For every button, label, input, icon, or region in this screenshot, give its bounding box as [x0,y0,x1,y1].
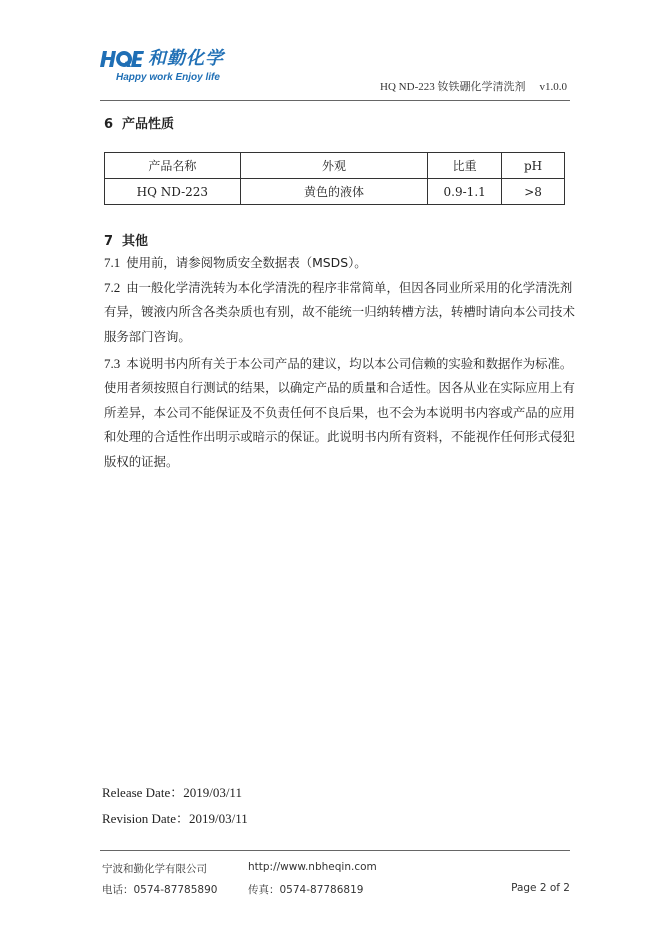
footer-phone: 电话：0574-87785890 [102,884,218,896]
table-header-cell: pH [502,153,565,179]
paragraph-7-3 [104,352,576,474]
document-title: HQ ND-223 钕铁硼化学清洗剂 [380,81,526,93]
table-cell: 黄色的液体 [240,179,428,205]
hqe-logo-mark-icon [100,49,144,69]
product-properties-table [104,152,565,205]
section-7-title: 其他 [122,234,149,249]
paragraph-7-2 [104,276,576,349]
paragraph-text: 本说明书内所有关于本公司产品的建议，均以本公司信赖的实验和数据作为标准。使用者须按照自行测试的结果，以确定产品的质量和合适性。因各从业在实际应用上有所差异，本公司不能保证及不负责任何不良后果，也不会为本说明书内容或产品的应用和处理的合适性作出明示或暗示的保证。此说明书内所有资料，不能视作任何形式侵犯版权的证据。 [104,356,575,469]
section-6-heading [104,113,174,132]
footer-page-number: Page 2 of 2 [511,882,570,894]
section-7-number: 7 [104,234,114,249]
section-7-heading [104,230,148,249]
logo-chinese-name: 和勤化学 [148,48,224,69]
table-cell: 0.9-1.1 [428,179,502,205]
paragraph-number: 7.2 [104,280,121,295]
document-header [380,78,567,94]
revision-date: Revision Date：2019/03/11 [102,811,248,826]
table-header-cell: 产品名称 [105,153,241,179]
release-date: Release Date：2019/03/11 [102,785,242,800]
table-header-cell: 比重 [428,153,502,179]
footer-website[interactable]: http://www.nbheqin.com [248,861,377,873]
company-logo [100,48,224,83]
paragraph-number: 7.3 [104,356,121,371]
table-row [105,179,565,205]
header-divider [100,100,570,101]
table-header-cell: 外观 [240,153,428,179]
footer-fax: 传真：0574-87786819 [248,884,364,896]
logo-slogan: Happy work Enjoy life [116,72,220,83]
paragraph-7-1 [104,251,576,275]
footer-divider [100,850,570,851]
table-header-row [105,153,565,179]
footer-company: 宁波和勤化学有限公司 [102,863,207,875]
section-6-title: 产品性质 [122,117,175,132]
table-cell: >8 [502,179,565,205]
document-version: v1.0.0 [539,81,567,93]
paragraph-number: 7.1 [104,255,121,270]
section-6-number: 6 [104,117,114,132]
paragraph-text: 由一般化学清洗转为本化学清洗的程序非常简单，但因各同业所采用的化学清洗剂有异，镀液内所含各类杂质也有别，故不能统一归纳转槽方法，转槽时请向本公司技术服务部门咨询。 [104,280,575,344]
paragraph-text: 使用前，请参阅物质安全数据表（MSDS）。 [126,255,367,270]
table-cell: HQ ND-223 [105,179,241,205]
